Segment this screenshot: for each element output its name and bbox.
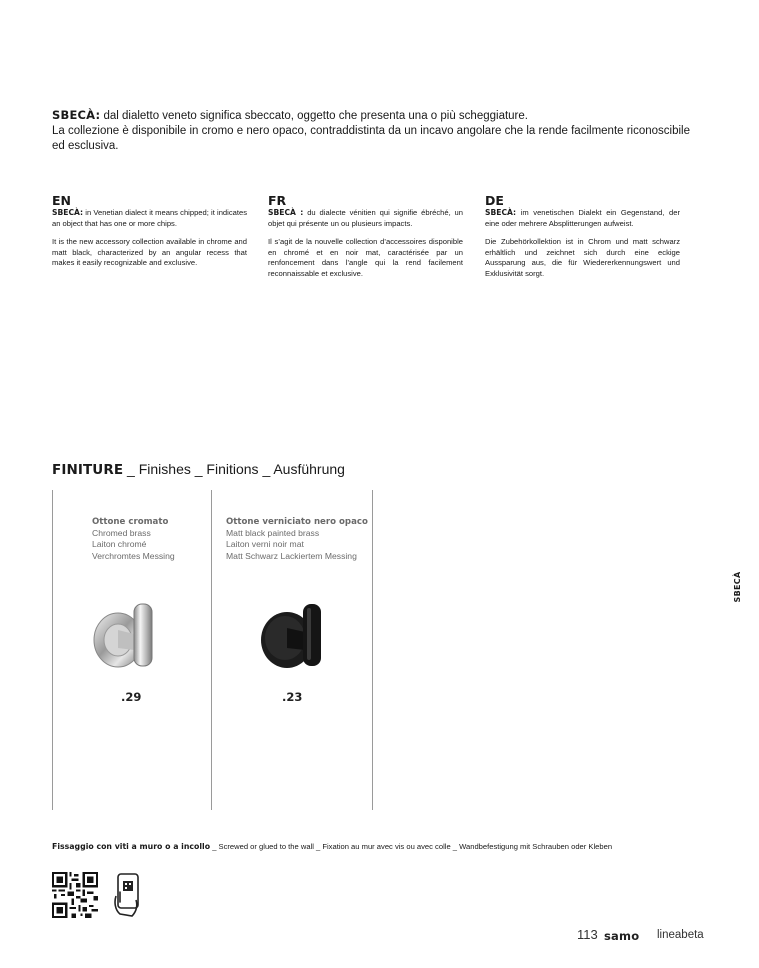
- fixing-info: [52, 842, 612, 852]
- column-en: [52, 194, 247, 277]
- lang-en-term: SBECÀ:: [52, 208, 84, 217]
- finish-black-code: .23: [282, 690, 303, 704]
- finish-chrome-labels: [92, 517, 175, 562]
- divider-line: [211, 490, 212, 810]
- lang-en-p1-text: in Venetian dialect it means chipped; it indicates an object that has one or more chips.: [52, 208, 247, 228]
- lang-fr-term: SBECÀ :: [268, 208, 304, 217]
- lang-en-p2: It is the new accessory collection available in chrome and matt black, characterized by an angular recess that makes it easily recognizable and exclusive.: [52, 237, 247, 268]
- finish-black-name-it: Ottone verniciato nero opaco: [226, 517, 368, 527]
- finish-chrome-name-fr: Laiton chromé: [92, 539, 147, 550]
- divider-line: [52, 490, 53, 810]
- column-de: [485, 194, 680, 288]
- finish-black-name-de: Matt Schwarz Lackiertem Messing: [226, 550, 357, 561]
- chrome-hook-image: [88, 598, 166, 673]
- page-number: 113: [577, 927, 598, 942]
- lang-fr-p1: [268, 208, 463, 229]
- finish-chrome-name-it: Ottone cromato: [92, 517, 169, 527]
- lang-code-en: EN: [52, 193, 72, 208]
- lang-code-fr: FR: [268, 193, 287, 208]
- black-hook-image: [255, 598, 335, 674]
- lang-code-de: DE: [485, 193, 504, 208]
- intro-term: SBECÀ:: [52, 108, 101, 122]
- intro-line1: dal dialetto veneto significa sbeccato, oggetto che presenta una o più scheggiature.: [100, 110, 528, 122]
- brand-logo: samo: [604, 929, 640, 943]
- divider-line: [372, 490, 373, 810]
- lang-de-p1-text: im venetischen Dialekt ein Gegenstand, der eine oder mehrere Absplitterungen aufweist.: [485, 208, 680, 228]
- finish-black-name-fr: Laiton verni noir mat: [226, 539, 304, 550]
- intro-text: [52, 108, 692, 154]
- phone-scan-icon: [112, 872, 144, 918]
- finish-black-labels: [226, 517, 368, 562]
- lang-de-term: SBECÀ:: [485, 208, 517, 217]
- finish-chrome-name-en: Chromed brass: [92, 528, 151, 539]
- fixing-rest: _ Screwed or glued to the wall _ Fixation au mur avec vis ou avec colle _ Wandbefestigung mit Schrauben oder Kleben: [210, 842, 613, 851]
- column-fr: [268, 194, 463, 288]
- lang-de-p2: Die Zubehörkollektion ist in Chrom und matt schwarz erhältlich und zeichnet sich durch eine eckige Aussparung aus, die für Wiedererkennungswert und Exklusivität sorgt.: [485, 237, 680, 278]
- finishes-heading-strong: FINITURE: [52, 462, 124, 478]
- finish-chrome-code: .29: [121, 690, 142, 704]
- fixing-strong: Fissaggio con viti a muro o a incollo: [52, 842, 211, 851]
- finish-chrome-name-de: Verchromtes Messing: [92, 550, 175, 561]
- lang-fr-p1-text: du dialecte vénitien qui signifie ébréché, un objet qui présente un ou plusieurs impacts.: [268, 208, 463, 228]
- finish-black-name-en: Matt black painted brass: [226, 528, 320, 539]
- side-label: SBECÀ: [733, 571, 742, 603]
- finishes-heading-rest: _ Finishes _ Finitions _ Ausführung: [123, 461, 345, 477]
- lang-de-p1: [485, 208, 680, 229]
- lang-fr-p2: Il s’agit de la nouvelle collection d’accessoires disponible en chromé et en noir mat, caractérisée par un renfoncement dans l’angle qui la rend facilement reconnaissable et exclusive.: [268, 237, 463, 278]
- qr-code-icon[interactable]: [52, 872, 98, 918]
- lang-en-p1: [52, 208, 247, 229]
- product-line-name: lineabeta: [657, 929, 704, 941]
- intro-line2: La collezione è disponibile in cromo e nero opaco, contraddistinta da un incavo angolare che la rende facilmente riconoscibile ed esclusiva.: [52, 125, 691, 152]
- finishes-heading: [52, 461, 345, 478]
